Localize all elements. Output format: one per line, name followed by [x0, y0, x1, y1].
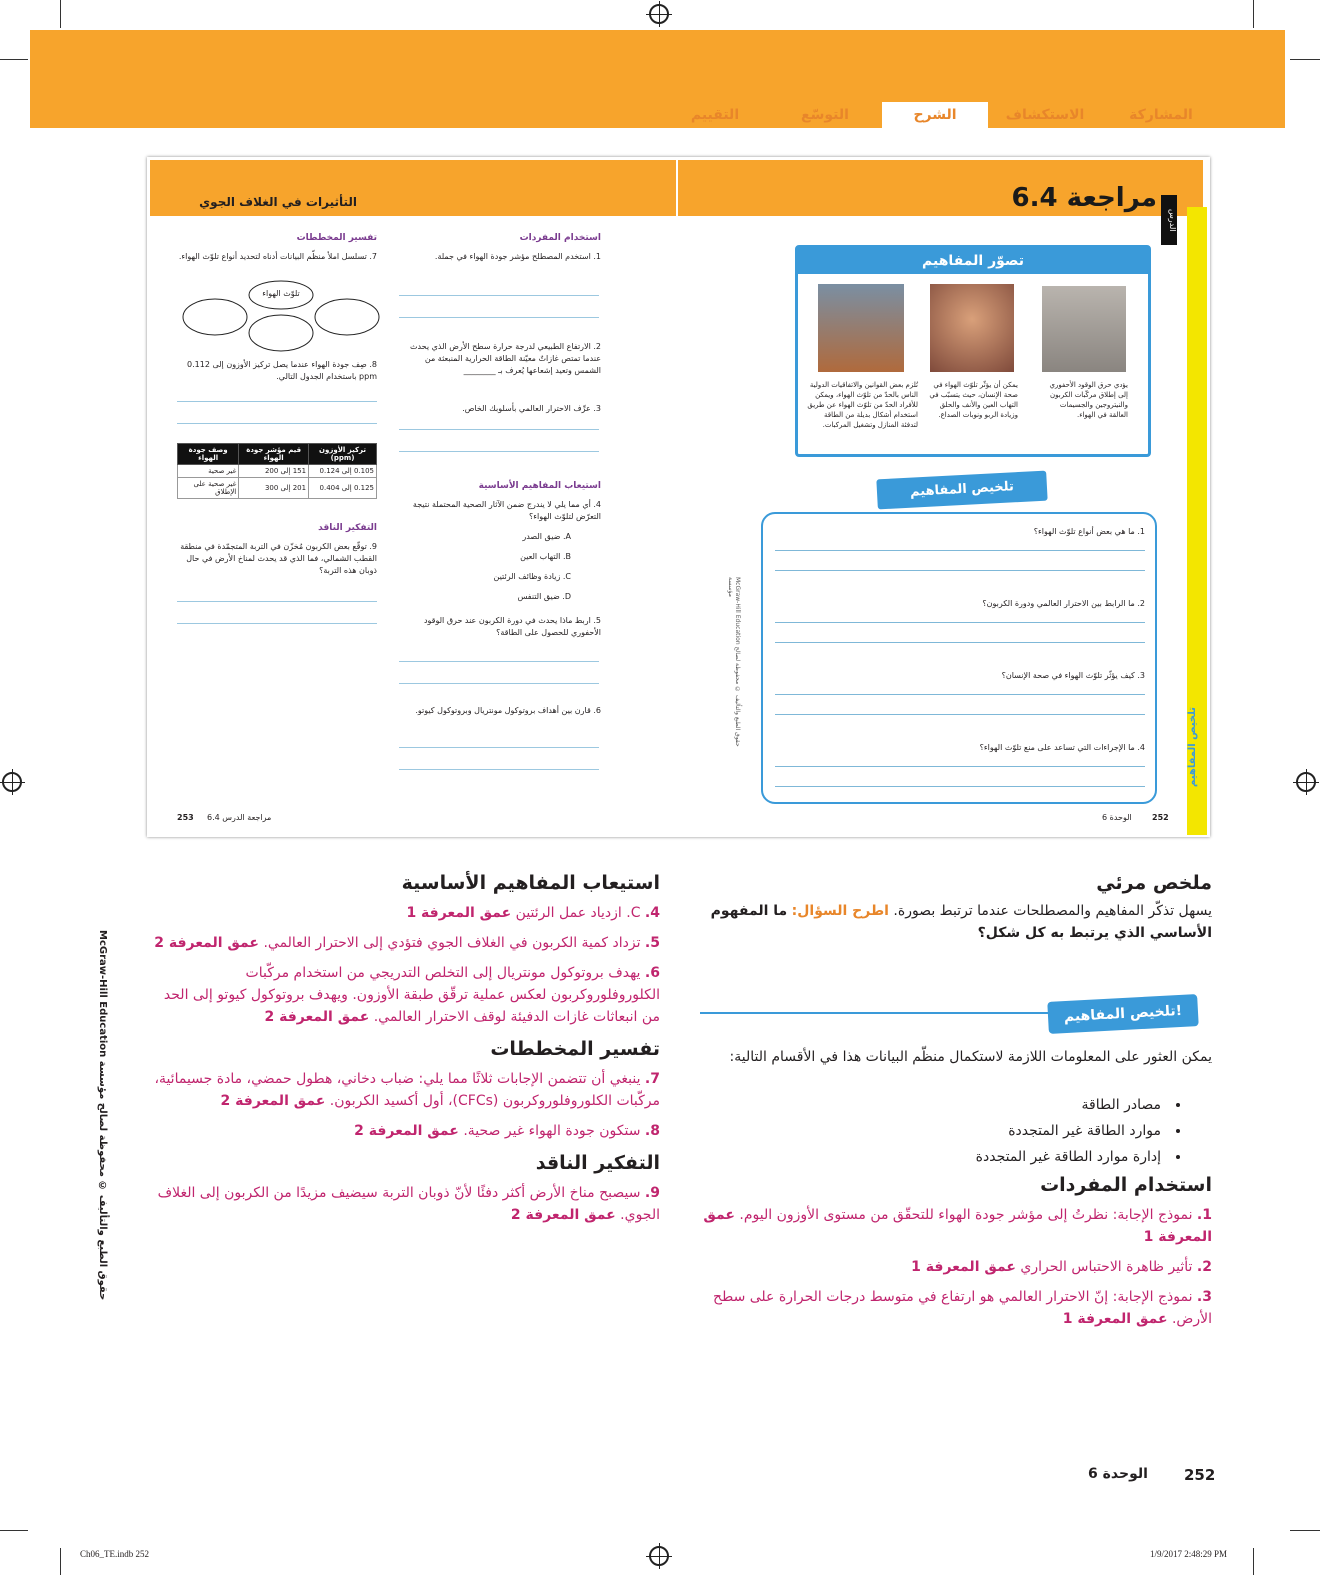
footer-unit: الوحدة 6 [1088, 1466, 1148, 1482]
right-copyright: McGraw-Hill Education حقوق الطبع والتأليف © محفوظة لصالح مؤسسة [727, 577, 741, 747]
answer-item: 2. تأثير ظاهرة الاحتباس الحراري عمق المعرفة 1 [911, 1259, 1212, 1275]
right-page-unit: الوحدة 6 [1102, 813, 1132, 822]
visual-summary-text: يسهل تذكّر المفاهيم والمصطلحات عندما ترتبط بصورة. اطرح السؤال: ما المفهوم الأساسي الذي يرتبط به كل شكل؟ [710, 903, 1212, 941]
q4-option-a: A. ضيق الصدر [522, 532, 571, 541]
visual-summary-title: ملخص مرئي [1096, 872, 1212, 894]
critical-heading: التفكير الناقد [318, 523, 377, 533]
footer-page-number: 252 [1184, 1466, 1216, 1484]
answer-item: 7. ينبغي أن تتضمن الإجابات ثلاثًا مما يلي: ضباب دخاني، هطول حمضي، مادة جسيمائية، مركّبات الكلوروفلوروكربون (CFCs)، أول أكسيد الكربون. عمق المعرفة 2 [154, 1071, 660, 1109]
graphics-heading: تفسير المخططات [296, 233, 377, 243]
vocab-q2: 2. الارتفاع الطبيعي لدرجة حرارة سطح الأرض الذي يحدث عندما تمتص غازاتٌ معيّنة الطاقة الحرارية المنبعثة من الشمس وتعيد إشعاعها يُعرف بـ ________ [409, 342, 601, 375]
crop-mark [1253, 1548, 1254, 1575]
table-cell: غير صحية على الإطلاق [178, 478, 239, 499]
tab-elaborate[interactable]: التوسّع [801, 107, 849, 123]
summary-q3: 3. كيف يؤثّر تلوّث الهواء في صحة الإنسان؟ [1001, 671, 1145, 680]
table-cell: 201 إلى 300 [239, 478, 309, 499]
list-item: • موارد الطاقة غير المتجددة [700, 1118, 1180, 1144]
list-item: • إدارة موارد الطاقة غير المتجددة [700, 1144, 1180, 1170]
tab-explain[interactable]: الشرح [882, 102, 988, 128]
foldable-banner: تلخيص المفاهيم! [1047, 994, 1198, 1034]
tab-engage[interactable]: المشاركة [1129, 107, 1193, 123]
table-header: وصف جودة الهواء [178, 444, 239, 465]
student-page-spread [147, 157, 1210, 837]
critical-q9: 9. توقّع بعض الكربون مُخزّن في التربة المتجمّدة في منطقة القطب الشمالي، فما الذي قد يحدث لمناخ الأرض في حال ذوبان هذه التربة؟ [180, 542, 377, 575]
table-header: قيم مؤشر جودة الهواء [239, 444, 309, 465]
left-page-footer: مراجعة الدرس 6.4 [207, 813, 272, 822]
foldable-rule [700, 1012, 1050, 1014]
answer-item: 4. C. ازدياد عمل الرئتين عمق المعرفة 1 [406, 905, 660, 921]
summary-q2: 2. ما الرابط بين الاحترار العالمي ودورة الكربون؟ [982, 599, 1145, 608]
summary-box [761, 512, 1157, 804]
vertical-copyright: McGraw-Hill Education حقوق الطبع والتأليف © محفوظة لصالح مؤسسة [97, 930, 108, 1301]
solar-car-image [818, 284, 904, 372]
caption-laws: تُلزم بعض القوانين والاتفاقيات الدولية الناس بالحدّ من تلوّث الهواء، ويمكن للأفراد الحدّ من تلوّث الهواء عن طريق استخدام أشكال بديلة من الطاقة لتدفئة المنازل وتشغيل المركبات. [807, 381, 918, 429]
crop-mark [60, 1548, 61, 1575]
right-page-number: 252 [1152, 813, 1169, 822]
left-page-number: 253 [177, 813, 194, 822]
concept-answers-title: استيعاب المفاهيم الأساسية [401, 872, 660, 894]
answer-item: 1. نموذج الإجابة: نظرتُ إلى مؤشر جودة الهواء للتحقّق من مستوى الأوزون اليوم. عمق المعرفة 1 [703, 1207, 1212, 1245]
table-cell: 151 إلى 200 [239, 465, 309, 478]
smog-image [1042, 286, 1126, 372]
human-health-image [930, 284, 1014, 372]
foldable-intro: يمكن العثور على المعلومات اللازمة لاستكمال منظّم البيانات هذا في الأقسام التالية: [729, 1049, 1212, 1065]
visualize-box [795, 245, 1151, 457]
vocab-q3: 3. عرِّف الاحترار العالمي بأسلوبك الخاص. [462, 404, 601, 413]
critical-answers-title: التفكير الناقد [535, 1152, 660, 1174]
foldable-list [700, 1092, 1180, 1170]
summary-q1: 1. ما هي بعض أنواع تلوّث الهواء؟ [1033, 527, 1145, 536]
q4-option-c: C. زيادة وظائف الرئتين [493, 572, 571, 581]
table-header: تركيز الأوزون (ppm) [309, 444, 377, 465]
crop-mark [60, 0, 61, 28]
vocab-answers-title: استخدام المفردات [1040, 1174, 1212, 1196]
vocab-heading: استخدام المفردات [519, 233, 601, 243]
summary-banner: تلخيص المفاهيم [876, 471, 1047, 510]
registration-mark-icon [649, 1546, 669, 1566]
registration-mark-icon [649, 4, 669, 24]
tab-evaluate[interactable]: التقييم [690, 107, 740, 123]
vocab-q1: 1. استخدم المصطلح مؤشر جودة الهواء في جملة. [434, 252, 601, 261]
left-header-title: التأثيرات في الغلاف الجوي [199, 195, 357, 209]
concepts-q5: 5. اربط ماذا يحدث في دورة الكربون عند حرق الوقود الأحفوري للحصول على الطاقة؟ [423, 616, 601, 637]
concept-answers [150, 872, 660, 1234]
concepts-heading: استيعاب المفاهيم الأساسية [478, 481, 601, 491]
crop-mark [1290, 1530, 1320, 1531]
crop-mark [0, 59, 28, 60]
answer-item: 3. نموذج الإجابة: إنّ الاحترار العالمي هو ارتفاع في متوسط درجات الحرارة على سطح الأرض. عمق المعرفة 1 [713, 1289, 1212, 1327]
table-cell: غير صحية [178, 465, 239, 478]
table-cell: 0.125 إلى 0.404 [309, 478, 377, 499]
concepts-q4: 4. أي مما يلي لا يندرج ضمن الآثار الصحية المحتملة نتيجة التعرّض لتلوّث الهواء؟ [412, 500, 601, 521]
slug-file: Ch06_TE.indb 252 [80, 1549, 149, 1559]
graphics-q8: 8. صِف جودة الهواء عندما يصل تركيز الأوزون إلى 0.112 ppm باستخدام الجدول التالي. [187, 360, 377, 381]
visual-summary-section [700, 872, 1212, 944]
registration-mark-icon [1296, 772, 1316, 792]
review-title: 6.4 مراجعة [1011, 183, 1157, 213]
caption-health: يمكن أن يؤثّر تلوّث الهواء في صحة الإنسان، حيث يتسبّب في التهاب العين والأنف والحلق وزيادة الربو ونوبات الصداع. [929, 381, 1018, 419]
side-summary-label: تلخيص المفاهيم [1187, 707, 1198, 787]
vocab-answers [700, 1174, 1212, 1338]
q4-option-b: B. التهاب العين [520, 552, 571, 561]
registration-mark-icon [2, 772, 22, 792]
answer-item: 5. تزداد كمية الكربون في الغلاف الجوي فتؤدي إلى الاحترار العالمي. عمق المعرفة 2 [154, 935, 660, 951]
crop-mark [0, 1530, 28, 1531]
slug-date: 1/9/2017 2:48:29 PM [1150, 1549, 1228, 1559]
answer-item: 6. يهدف بروتوكول مونتريال إلى التخلص التدريجي من استخدام مركّبات الكلوروفلوروكربون لعكس عملية ترقّق طبقة الأوزون. ويهدف بروتوكول كيوتو إلى الحد من انبعاثات غازات الدفيئة لوقف الاحترار العالمي. عمق المعرفة 2 [163, 965, 660, 1025]
organizer-center-label: تلوّث الهواء [262, 289, 300, 298]
answer-item: 8. ستكون جودة الهواء غير صحية. عمق المعرفة 2 [354, 1123, 660, 1139]
graphic-organizer [181, 275, 381, 355]
crop-mark [1290, 59, 1320, 60]
concepts-q6: 6. قارن بين أهداف بروتوكول مونتريال وبروتوكول كيوتو. [415, 706, 601, 715]
visualize-title: تصوّر المفاهيم [798, 248, 1148, 274]
summary-q4: 4. ما الإجراءات التي تساعد على منع تلوّث الهواء؟ [979, 743, 1145, 752]
caption-fuel: يؤدي حرق الوقود الأحفوري إلى إطلاق مركّبات الكربون والنيتروجين والجسيمات العالقة في الهواء. [1049, 381, 1128, 419]
tab-explore[interactable]: الاستكشاف [1005, 107, 1085, 123]
crop-mark [1253, 0, 1254, 28]
list-item: • مصادر الطاقة [700, 1092, 1180, 1118]
q4-option-d: D. ضيق التنفس [517, 592, 571, 601]
graphics-answers-title: تفسير المخططات [490, 1038, 660, 1060]
graphics-q7: 7. تسلسل املأ منظّم البيانات أدناه لتحديد أنواع تلوّث الهواء. [178, 252, 377, 261]
table-cell: 0.105 إلى 0.124 [309, 465, 377, 478]
ozone-table [177, 443, 377, 499]
lesson-label: الدرس [1161, 195, 1177, 245]
answer-item: 9. سيصبح مناخ الأرض أكثر دفئًا لأنّ ذوبان التربة سيضيف مزيدًا من الكربون إلى الغلاف الجوي. عمق المعرفة 2 [157, 1185, 660, 1223]
